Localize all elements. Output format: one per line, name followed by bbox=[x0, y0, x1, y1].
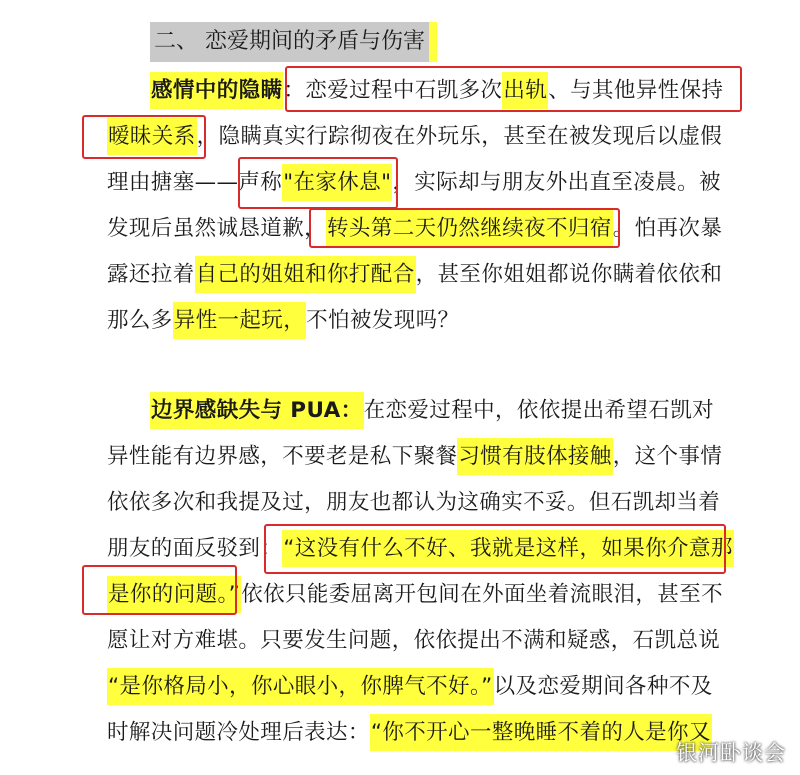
p1-l5-highlight: 自己的姐姐和你打配合 bbox=[195, 256, 416, 293]
p1-l3-highlight: "在家休息" bbox=[282, 164, 392, 201]
p2-l2-highlight: 习惯有肢体接触 bbox=[457, 438, 612, 475]
p2-l6-text-a: 愿让对方难堪。只要发生问题，依依提出不满和疑惑，石凯总说 bbox=[107, 628, 721, 653]
p1-l5-text-a: 露还拉着 bbox=[107, 262, 195, 287]
p2-l4-text-a: 朋友的面反驳到： bbox=[107, 536, 283, 561]
p1-l1-text-b: 、与其他异性保持 bbox=[548, 78, 724, 103]
p2-line-1 bbox=[150, 388, 714, 434]
p1-line-4 bbox=[107, 206, 722, 252]
p1-l6-highlight: 异性一起玩， bbox=[173, 302, 306, 339]
section-heading-text: 二、 恋爱期间的矛盾与伤害 bbox=[154, 29, 425, 54]
p2-l2-text-b: ，这个事情 bbox=[612, 444, 723, 469]
p1-term: 感情中的隐瞒 bbox=[150, 72, 283, 109]
p1-l4-text-a: 发现后虽然诚恳道歉， bbox=[107, 216, 327, 241]
p1-l4-text-b: 。怕再次暴 bbox=[612, 216, 723, 241]
p2-line-8 bbox=[107, 710, 712, 756]
p2-line-7 bbox=[107, 664, 713, 710]
p2-l3-text-a: 依依多次和我提及过，朋友也都认为这确实不妥。但石凯却当着 bbox=[107, 490, 721, 515]
p1-l6-text-a: 那么多 bbox=[107, 308, 173, 333]
p1-l6-text-b: 不怕被发现吗？ bbox=[306, 308, 460, 333]
p1-line-6 bbox=[107, 298, 459, 344]
section-heading bbox=[150, 22, 437, 62]
p2-l4-highlight: “这没有什么不好、我就是这样，如果你介意那 bbox=[282, 530, 734, 567]
p2-line-4 bbox=[107, 526, 734, 572]
p1-line-3 bbox=[107, 160, 721, 206]
p1-line-5 bbox=[107, 252, 722, 298]
p2-l7-highlight: “是你格局小，你心眼小，你脾气不好。” bbox=[107, 668, 494, 705]
p1-l2-text-a: ，隐瞒真实行踪彻夜在外玩乐，甚至在被发现后以虚假 bbox=[196, 124, 723, 149]
p2-l2-text-a: 异性能有边界感，不要老是私下聚餐 bbox=[107, 444, 458, 469]
p2-line-5 bbox=[107, 572, 723, 618]
p2-l8-text-a: 时解决问题冷处理后表达： bbox=[107, 720, 370, 745]
p2-l7-text-a: 以及恋爱期间各种不及 bbox=[493, 674, 713, 699]
p1-l5-text-b: ，甚至你姐姐都说你瞒着依依和 bbox=[415, 262, 723, 287]
p2-term: 边界感缺失与 PUA： bbox=[150, 392, 364, 429]
heading-highlight-tail bbox=[429, 22, 437, 62]
p2-line-6 bbox=[107, 618, 720, 664]
p1-l1-text-a: 恋爱过程中石凯多次 bbox=[305, 78, 503, 103]
p1-line-1 bbox=[150, 68, 723, 114]
p1-l3-text-b: ，实际却与朋友外出直至凌晨。被 bbox=[392, 170, 721, 195]
p2-l5-text-a: 依依只能委屈离开包间在外面坐着流眼泪，甚至不 bbox=[241, 582, 724, 607]
p2-line-2 bbox=[107, 434, 722, 480]
p2-line-3 bbox=[107, 480, 720, 526]
p1-l2-highlight: 暧昧关系 bbox=[107, 118, 197, 155]
p1-l1-highlight: 出轨 bbox=[502, 72, 548, 109]
p1-l3-text-a: 理由搪塞——声称 bbox=[107, 170, 283, 195]
p1-line-2 bbox=[107, 114, 722, 160]
p2-l1-text-a: 在恋爱过程中，依依提出希望石凯对 bbox=[363, 398, 714, 423]
p1-term-sep: ： bbox=[283, 78, 306, 103]
p2-l8-highlight: “你不开心一整晚睡不着的人是你又 bbox=[370, 714, 712, 751]
p1-l4-highlight: 转头第二天仍然继续夜不归宿 bbox=[326, 210, 613, 247]
p2-l5-highlight: 是你的问题。” bbox=[107, 576, 241, 613]
watermark-logo: 银河卧谈会 bbox=[676, 741, 786, 765]
